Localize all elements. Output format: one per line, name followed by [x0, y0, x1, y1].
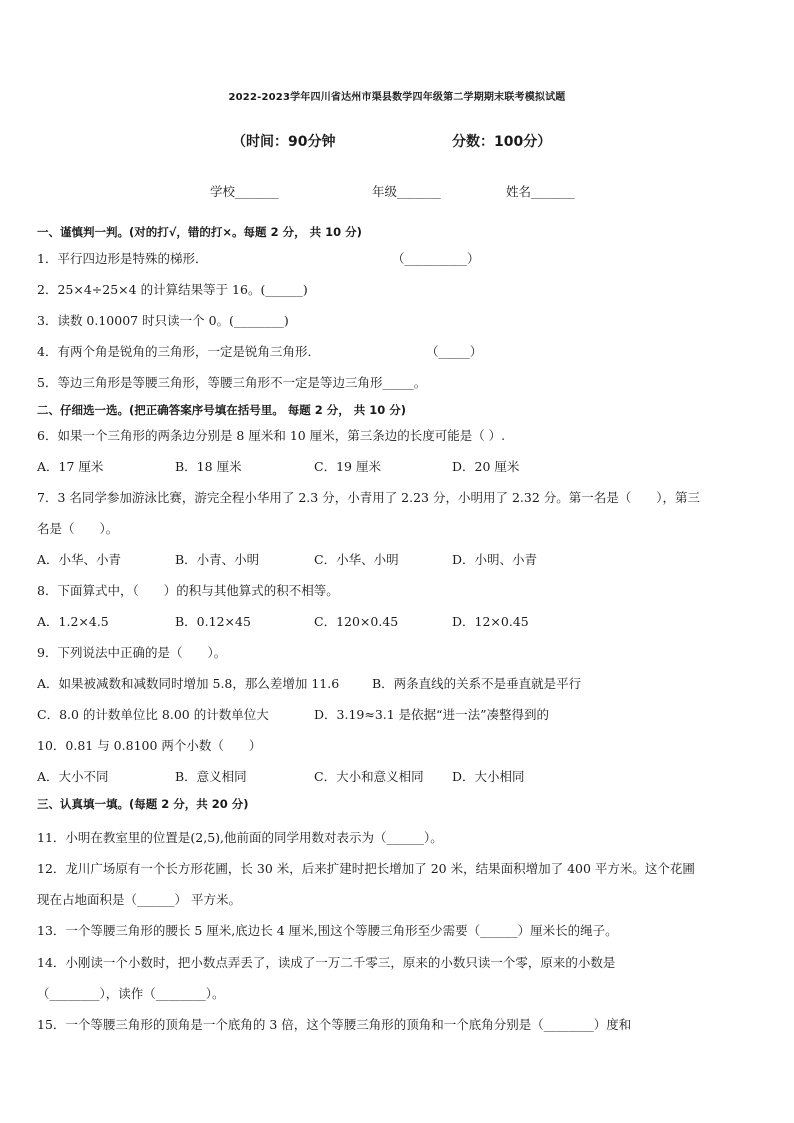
question-14: 14．小刚读一个小数时，把小数点弄丢了，读成了一万二千零三，原来的小数只读一个零，原来的小数是	[37, 955, 616, 970]
q6-option-a: A．17 厘米	[37, 459, 104, 474]
question-1-blank: （__________）	[392, 251, 480, 266]
total-score: 分数：100分）	[452, 134, 552, 150]
name-field: 姓名_______	[506, 184, 575, 199]
question-2: 2．25×4÷25×4 的计算结果等于 16。(______)	[37, 282, 308, 297]
question-3: 3．读数 0.10007 时只读一个 0。(________)	[37, 313, 289, 328]
section-heading-1: 一、谨慎判一判。(对的打√，错的打×。每题 2 分， 共 10 分)	[37, 225, 362, 239]
q10-option-b: B．意义相同	[175, 769, 247, 784]
q10-option-a: A．大小不同	[37, 769, 109, 784]
question-5: 5．等边三角形是等腰三角形，等腰三角形不一定是等边三角形_____。	[37, 375, 427, 390]
question-7: 7．3 名同学参加游泳比赛，游完全程小华用了 2.3 分，小青用了 2.23 分，小明用了 2.32 分。第一名是（ ），第三	[37, 490, 701, 505]
time-limit: （时间：90分钟	[232, 134, 336, 150]
question-14-cont: （________），读作（________）。	[37, 986, 225, 1001]
question-15: 15．一个等腰三角形的顶角是一个底角的 3 倍，这个等腰三角形的顶角和一个底角分别是（________）度和	[37, 1017, 632, 1032]
question-6: 6．如果一个三角形的两条边分别是 8 厘米和 10 厘米，第三条边的长度可能是（ ）.	[37, 428, 506, 443]
q9-option-d: D．3.19≈3.1 是依据“进一法”凑整得到的	[314, 707, 549, 722]
q8-option-b: B．0.12×45	[175, 614, 251, 629]
question-13: 13．一个等腰三角形的腰长 5 厘米,底边长 4 厘米,围这个等腰三角形至少需要（______）厘米长的绳子。	[37, 923, 618, 938]
school-field: 学校_______	[210, 184, 279, 199]
page-title: 2022-2023学年四川省达州市渠县数学四年级第二学期期末联考模拟试题	[228, 92, 566, 103]
q9-option-a: A．如果被减数和减数同时增加 5.8，那么差增加 11.6	[37, 676, 340, 691]
q7-option-a: A．小华、小青	[37, 552, 122, 567]
question-9: 9．下列说法中正确的是（ ）。	[37, 645, 227, 660]
q6-option-c: C．19 厘米	[314, 459, 381, 474]
q9-option-c: C．8.0 的计数单位比 8.00 的计数单位大	[37, 707, 269, 722]
question-8: 8．下面算式中，（ ）的积与其他算式的积不相等。	[37, 583, 339, 598]
q8-option-d: D．12×0.45	[452, 614, 529, 629]
q10-option-c: C．大小和意义相同	[314, 769, 424, 784]
q9-option-b: B．两条直线的关系不是垂直就是平行	[372, 676, 582, 691]
q7-option-d: D．小明、小青	[452, 552, 538, 567]
question-1: 1．平行四边形是特殊的梯形．	[37, 251, 208, 266]
question-10: 10．0.81 与 0.8100 两个小数（ ）	[37, 738, 262, 753]
q6-option-d: D．20 厘米	[452, 459, 520, 474]
question-7-cont: 名是（ ）。	[37, 521, 119, 536]
question-12: 12．龙川广场原有一个长方形花圃，长 30 米，后来扩建时把长增加了 20 米，结果面积增加了 400 平方米。这个花圃	[37, 861, 695, 876]
grade-field: 年级_______	[372, 184, 441, 199]
section-heading-3: 三、认真填一填。(每题 2 分，共 20 分)	[37, 797, 249, 811]
q7-option-b: B．小青、小明	[175, 552, 260, 567]
q6-option-b: B．18 厘米	[175, 459, 242, 474]
question-4-blank: （_____）	[426, 344, 483, 359]
section-heading-2: 二、仔细选一选。(把正确答案序号填在括号里。 每题 2 分， 共 10 分)	[37, 403, 407, 417]
q10-option-d: D．大小相同	[452, 769, 525, 784]
q7-option-c: C．小华、小明	[314, 552, 399, 567]
question-11: 11．小明在教室里的位置是(2,5),他前面的同学用数对表示为（______）。	[37, 830, 443, 845]
q8-option-a: A．1.2×4.5	[37, 614, 109, 629]
question-12-cont: 现在占地面积是（______） 平方米。	[37, 892, 241, 907]
q8-option-c: C．120×0.45	[314, 614, 399, 629]
question-4: 4．有两个角是锐角的三角形，一定是锐角三角形．	[37, 344, 320, 359]
